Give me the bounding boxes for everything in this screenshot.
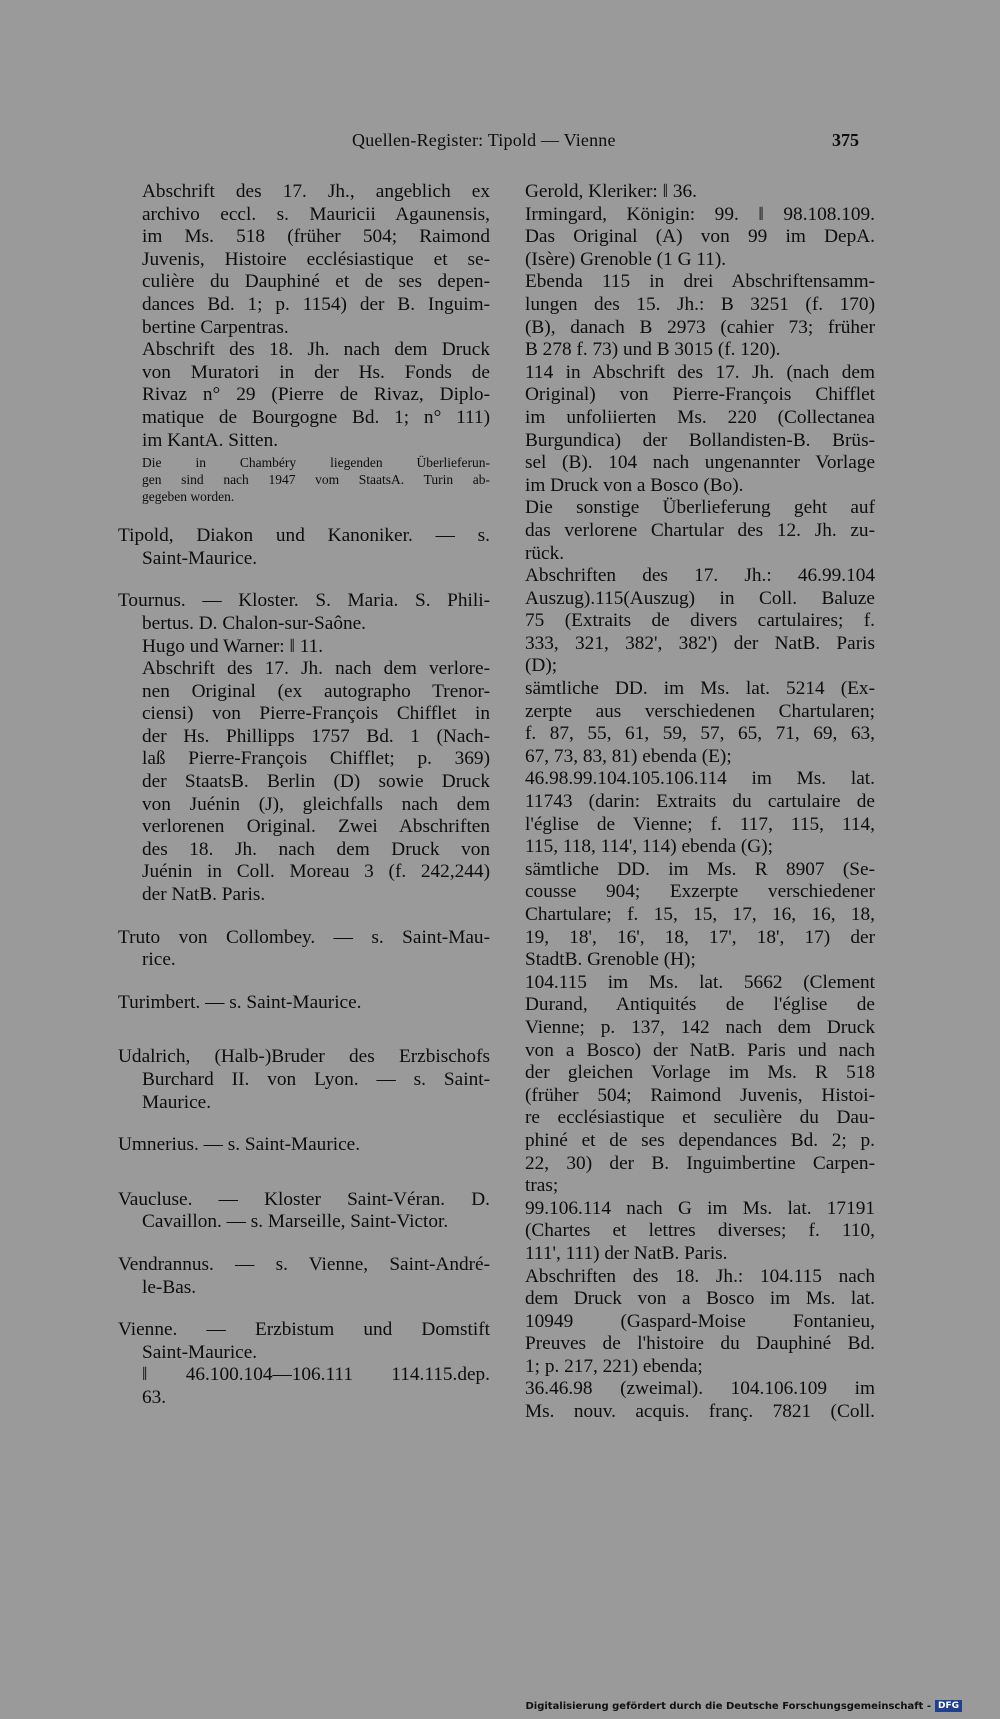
text-line: 36.46.98 (zweimal). 104.106.109 im (525, 1378, 875, 1400)
text-line: das verlorene Chartular des 12. Jh. zu- (525, 519, 875, 541)
entry-heading: Tipold, Diakon und Kanoniker. — s. (118, 525, 490, 547)
running-title: Quellen-Register: Tipold — Vienne (352, 130, 616, 150)
text-line: Abschrift des 17. Jh. nach dem verlore- (142, 658, 490, 680)
text-line: phiné et de ses dependances Bd. 2; p. (525, 1129, 875, 1151)
text-line: dances Bd. 1; p. 1154) der B. Inguim- (142, 293, 490, 315)
entry-vaucluse (118, 1189, 490, 1234)
text-line: tras; (525, 1175, 559, 1197)
text-line: 115, 118, 114', 114) ebenda (G); (525, 836, 774, 858)
text-line: l'église de Vienne; f. 117, 115, 114, (525, 813, 875, 835)
credit-text: Digitalisierung gefördert durch die Deutsche Forschungsgemeinschaft - (525, 1700, 931, 1712)
text-line: laß Pierre-François Chifflet; p. 369) (142, 748, 490, 770)
text-line: Die sonstige Überlieferung geht auf (525, 497, 875, 519)
text-line: Saint-Maurice. (142, 1341, 258, 1363)
text-line: Saint-Maurice. (142, 547, 258, 569)
text-line: Abschrift des 18. Jh. nach dem Druck (142, 339, 490, 361)
text-line: le-Bas. (142, 1276, 197, 1298)
text-line: Vienne; p. 137, 142 nach dem Druck (525, 1016, 875, 1038)
entry-heading: Umnerius. — s. Saint-Maurice. (118, 1134, 361, 1156)
text-line: 1; p. 217, 221) ebenda; (525, 1355, 703, 1377)
text-line: von Muratori in der Hs. Fonds de (142, 361, 490, 383)
text-line: Abschriften des 17. Jh.: 46.99.104 (525, 565, 875, 587)
text-line: (B), danach B 2973 (cahier 73; früher (525, 316, 875, 338)
text-line: von Juénin (J), gleichfalls nach dem (142, 793, 490, 815)
text-line: 104.115 im Ms. lat. 5662 (Clement (525, 971, 875, 993)
entry-turimbert (118, 992, 490, 1015)
text-line: 114 in Abschrift des 17. Jh. (nach dem (525, 361, 875, 383)
text-line: Durand, Antiquités de l'église de (525, 994, 875, 1016)
text-line: verlorenen Original. Zwei Abschriften (142, 816, 490, 838)
entry-vendrannus (118, 1254, 490, 1299)
text-line: im unfoliierten Ms. 220 (Collectanea (525, 406, 875, 428)
text-line: culière du Dauphiné et de ses depen- (142, 271, 490, 293)
text-line: (Isère) Grenoble (1 G 11). (525, 248, 727, 270)
text-line: dem Druck von a Bosco im Ms. lat. (525, 1288, 875, 1310)
text-line: Chartulare; f. 15, 15, 17, 16, 16, 18, (525, 904, 875, 925)
note-line: gen sind nach 1947 vom StaatsA. Turin ab- (142, 472, 490, 488)
text-line: zerpte aus verschiedenen Chartularen; (525, 700, 875, 722)
text-line: 333, 321, 382', 382') der NatB. Paris (525, 632, 875, 654)
text-line: (D); (525, 655, 558, 677)
text-line: sämtliche DD. im Ms. lat. 5214 (Ex- (525, 678, 875, 700)
text-line: Original) von Pierre-François Chifflet (525, 384, 875, 406)
text-line: Ebenda 115 in drei Abschriftensamm- (525, 271, 875, 293)
text-line: Juénin in Coll. Moreau 3 (f. 242,244) (142, 861, 490, 883)
text-line: der StaatsB. Berlin (D) sowie Druck (142, 771, 490, 793)
text-line: 11743 (darin: Extraits du cartulaire de (525, 791, 875, 813)
text-line: 99.106.114 nach G im Ms. lat. 17191 (525, 1197, 875, 1219)
text-line: Abschrift des 17. Jh., angeblich ex (142, 181, 490, 202)
text-line: ciensi) von Pierre-François Chifflet in (142, 703, 490, 725)
text-line: Preuves de l'histoire du Dauphiné Bd. (525, 1333, 875, 1355)
text-line: im Ms. 518 (früher 504; Raimond (142, 226, 490, 248)
text-line: sel (B). 104 nach ungenannter Vorlage (525, 452, 875, 474)
text-line: Hugo und Warner: ‖ 11. (142, 635, 324, 657)
entry-tournus (118, 590, 490, 906)
text-line: der NatB. Paris. (142, 884, 266, 906)
digitization-credit (525, 1700, 962, 1712)
text-line: Das Original (A) von 99 im DepA. (525, 226, 875, 248)
entry-heading: Vaucluse. — Kloster Saint-Véran. D. (118, 1188, 490, 1210)
text-line: StadtB. Grenoble (H); (525, 949, 696, 971)
text-line: lungen des 15. Jh.: B 3251 (f. 170) (525, 293, 875, 315)
entry-truto (118, 927, 490, 972)
text-line: Irmingard, Königin: 99. ‖ 98.108.109. (525, 203, 875, 225)
entry-heading: Udalrich, (Halb-)Bruder des Erzbischofs (118, 1046, 490, 1068)
text-line: 75 (Extraits de divers cartulaires; f. (525, 610, 875, 632)
entry-tipold (118, 525, 490, 570)
text-line: nen Original (ex autographo Trenor- (142, 680, 490, 702)
note-line: Die in Chambéry liegenden Überlieferun- (142, 455, 490, 471)
text-line: 67, 73, 83, 81) ebenda (E); (525, 745, 732, 767)
entry-heading: Truto von Collombey. — s. Saint-Mau- (118, 926, 490, 948)
text-line: f. 87, 55, 61, 59, 57, 65, 71, 69, 63, (525, 723, 875, 745)
text-line: B 278 f. 73) und B 3015 (f. 120). (525, 339, 781, 361)
text-line: rice. (142, 949, 176, 971)
text-line: Rivaz n° 29 (Pierre de Rivaz, Diplo- (142, 384, 490, 406)
text-line: von a Bosco) der NatB. Paris und nach (525, 1039, 875, 1061)
text-line: Burchard II. von Lyon. — s. Saint- (142, 1069, 490, 1090)
text-line: re ecclésiastique et seculière du Dau- (525, 1107, 875, 1129)
text-line: archivo eccl. s. Mauricii Agaunensis, (142, 203, 490, 225)
text-line: 10949 (Gaspard-Moise Fontanieu, (525, 1310, 875, 1332)
text-line: Burgundica) der Bollandisten-B. Brüs- (525, 429, 875, 451)
entry-heading: Vienne. — Erzbistum und Domstift (118, 1319, 490, 1341)
text-line: 46.98.99.104.105.106.114 im Ms. lat. (525, 768, 875, 790)
text-line: bertine Carpentras. (142, 316, 289, 338)
text-line: cousse 904; Exzerpte verschiedener (525, 881, 875, 903)
text-line: 63. (142, 1386, 167, 1408)
entry-udalrich (118, 1046, 490, 1114)
note-line: gegeben worden. (142, 489, 235, 505)
text-line: Gerold, Kleriker: ‖ 36. (525, 181, 697, 202)
entry-continuation (118, 181, 490, 452)
text-line: des 18. Jh. nach dem Druck von (142, 838, 490, 860)
text-line: Ms. nouv. acquis. franç. 7821 (Coll. (525, 1401, 875, 1423)
text-line: Cavaillon. — s. Marseille, Saint-Victor. (142, 1211, 449, 1233)
entry-heading: Turimbert. — s. Saint-Maurice. (118, 991, 362, 1013)
text-line: 111', 111) der NatB. Paris. (525, 1242, 728, 1264)
entry-heading: Tournus. — Kloster. S. Maria. S. Phili- (118, 590, 490, 612)
text-line: 19, 18', 16', 18, 17', 18', 17) der (525, 926, 875, 948)
text-line: der Hs. Phillipps 1757 Bd. 1 (Nach- (142, 725, 490, 747)
left-column (118, 181, 490, 1410)
text-line: rück. (525, 542, 565, 564)
text-line: Maurice. (142, 1091, 212, 1113)
text-line: bertus. D. Chalon-sur-Saône. (142, 612, 366, 634)
entry-vienne (118, 1319, 490, 1409)
text-line: Abschriften des 18. Jh.: 104.115 nach (525, 1265, 875, 1287)
text-line: (Chartes et lettres diverses; f. 110, (525, 1220, 875, 1242)
text-line: sämtliche DD. im Ms. R 8907 (Se- (525, 858, 875, 880)
text-line: Juvenis, Histoire ecclésiastique et se- (142, 248, 490, 270)
text-line: 22, 30) der B. Inguimbertine Carpen- (525, 1152, 875, 1174)
text-line: matique de Bourgogne Bd. 1; n° 111) (142, 406, 490, 428)
entry-heading: Vendrannus. — s. Vienne, Saint-André- (118, 1253, 490, 1275)
right-column (525, 181, 875, 1424)
entry-umnerius (118, 1134, 490, 1157)
dfg-logo: DFG (935, 1700, 962, 1712)
footnote (118, 454, 490, 505)
text-line: der gleichen Vorlage im Ms. R 518 (525, 1062, 875, 1084)
text-line: ‖ 46.100.104—106.111 114.115.dep. (142, 1364, 490, 1386)
text-line: im Druck von a Bosco (Bo). (525, 474, 744, 496)
text-line: (früher 504; Raimond Juvenis, Histoi- (525, 1084, 875, 1106)
text-line: im KantA. Sitten. (142, 429, 279, 451)
text-line: Auszug).115(Auszug) in Coll. Baluze (525, 587, 875, 609)
page-number: 375 (832, 130, 859, 150)
